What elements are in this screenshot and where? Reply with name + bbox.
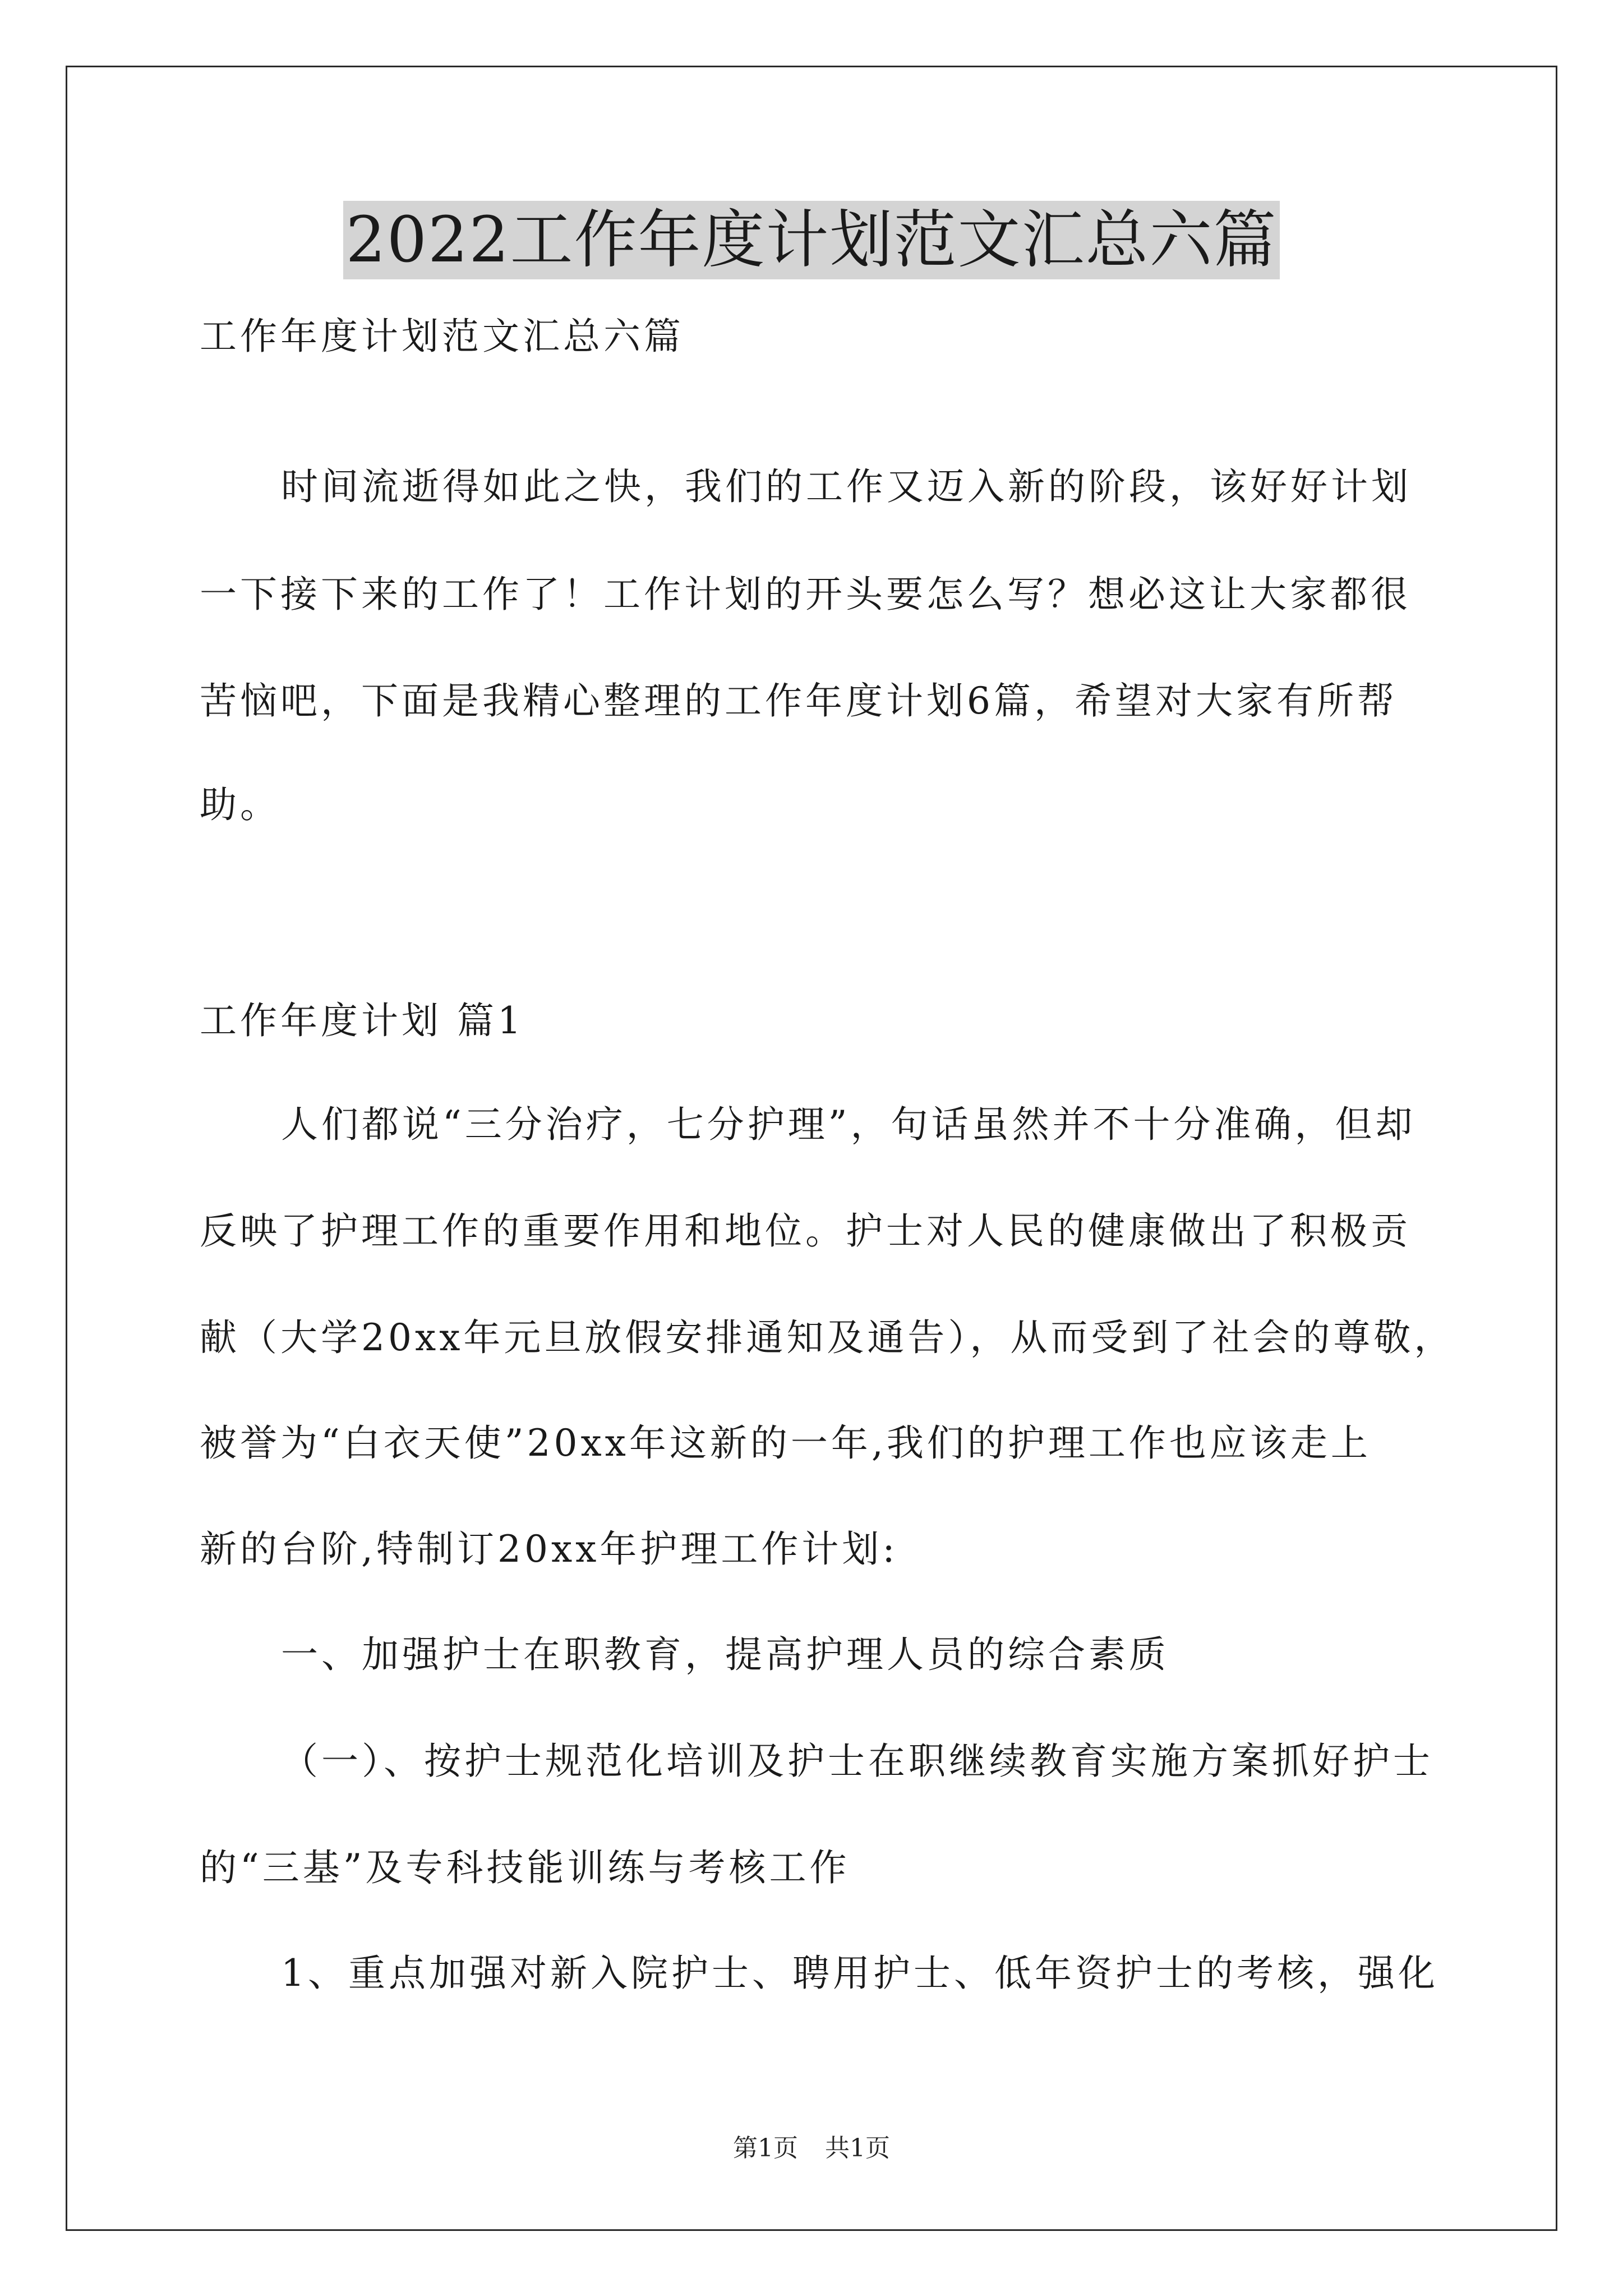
page-border (66, 66, 1557, 2231)
section-heading: 工作年度计划 篇1 (200, 999, 524, 1042)
paragraph-line: 被誉为“白衣天使”20xx年这新的一年,我们的护理工作也应该走上 (200, 1421, 1371, 1465)
page-total: 共1页 (825, 2134, 890, 2162)
paragraph-line: 1、重点加强对新入院护士、聘用护士、低年资护士的考核，强化 (281, 1952, 1438, 1995)
document-title-text: 2022工作年度计划范文汇总六篇 (343, 201, 1279, 279)
paragraph-line: 时间流逝得如此之快，我们的工作又迈入新的阶段，该好好计划 (281, 465, 1412, 508)
paragraph-line: 的“三基”及专科技能训练与考核工作 (200, 1846, 850, 1889)
paragraph-line: 一、加强护士在职教育，提高护理人员的综合素质 (281, 1633, 1169, 1676)
document-title (0, 201, 1623, 279)
paragraph-line: 助。 (200, 783, 280, 826)
page-footer (0, 2132, 1623, 2165)
paragraph-line: 新的台阶,特制订20xx年护理工作计划: (200, 1527, 898, 1571)
page-number: 第1页 (733, 2134, 798, 2162)
paragraph-line: 一下接下来的工作了！工作计划的开头要怎么写？想必这让大家都很 (200, 573, 1411, 616)
subtitle-line: 工作年度计划范文汇总六篇 (200, 315, 684, 358)
paragraph-line: 苦恼吧，下面是我精心整理的工作年度计划6篇，希望对大家有所帮 (200, 679, 1398, 723)
paragraph-line: 反映了护理工作的重要作用和地位。护士对人民的健康做出了积极贡 (200, 1209, 1411, 1253)
paragraph-line: 人们都说“三分治疗，七分护理”，句话虽然并不十分准确，但却 (281, 1103, 1416, 1146)
paragraph-line: 献（大学20xx年元旦放假安排通知及通告），从而受到了社会的尊敬， (200, 1316, 1455, 1359)
paragraph-line: （一）、按护士规范化培训及护士在职继续教育实施方案抓好护士 (281, 1740, 1433, 1783)
